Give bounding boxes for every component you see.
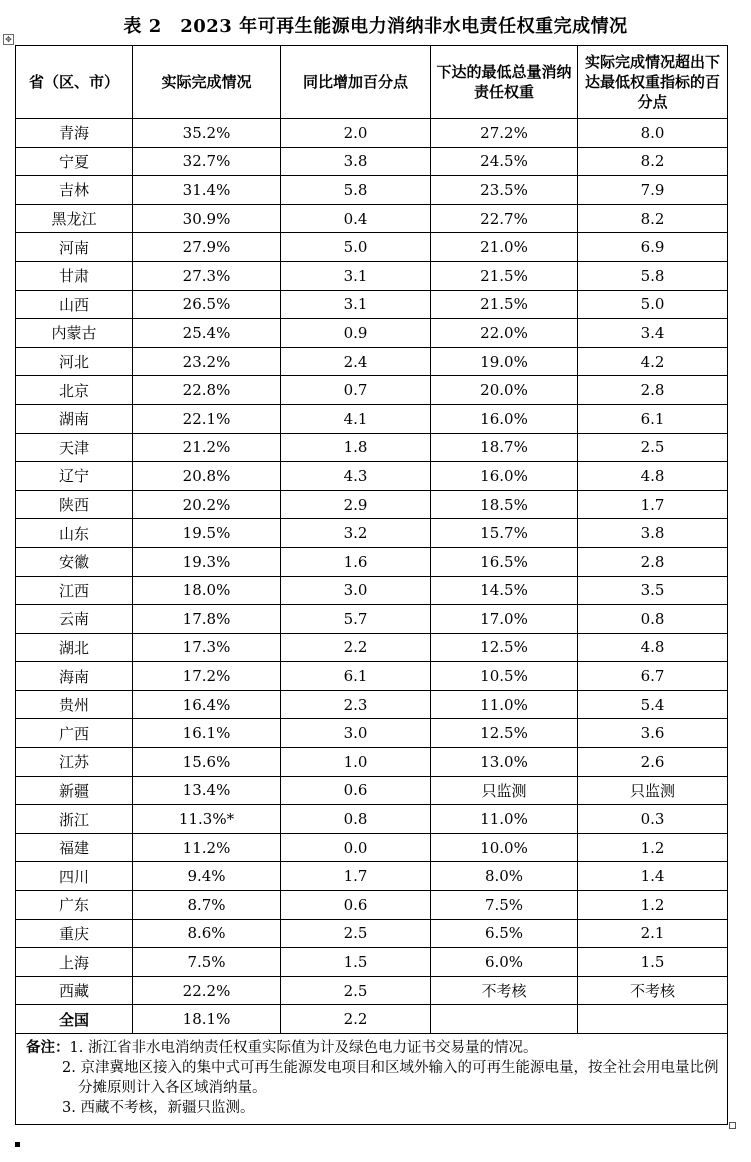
table-row [16,204,728,233]
cell-target: 17.0% [431,605,578,634]
cell-exceed: 2.6 [578,748,728,777]
cell-region: 上海 [16,948,133,977]
cell-region: 福建 [16,833,133,862]
cell-yoy: 0.7 [281,376,431,405]
cell-actual: 19.3% [133,547,281,576]
cell-yoy: 2.5 [281,976,431,1005]
cell-actual: 32.7% [133,147,281,176]
cell-exceed: 只监测 [578,776,728,805]
cell-yoy: 3.1 [281,261,431,290]
table-row [16,948,728,977]
cell-exceed: 0.3 [578,805,728,834]
cell-yoy: 4.1 [281,404,431,433]
table-row [16,719,728,748]
cell-yoy: 1.5 [281,948,431,977]
total-exceed [578,1005,728,1034]
cell-yoy: 0.4 [281,204,431,233]
cell-target: 24.5% [431,147,578,176]
cell-yoy: 3.1 [281,290,431,319]
table-row [16,776,728,805]
cell-actual: 11.2% [133,833,281,862]
note-item-2: 2. 京津冀地区接入的集中式可再生能源发电项目和区域外输入的可再生能源电量，按全社会用电量比例分摊原则计入各区域消纳量。 [62,1060,719,1096]
paragraph-end-marker [15,1142,20,1147]
cell-exceed: 5.4 [578,690,728,719]
cell-target: 6.5% [431,919,578,948]
cell-target: 11.0% [431,805,578,834]
cell-target: 不考核 [431,976,578,1005]
cell-target: 20.0% [431,376,578,405]
cell-yoy: 0.6 [281,891,431,920]
total-actual: 18.1% [133,1005,281,1034]
notes-cell [16,1034,728,1125]
cell-region: 甘肃 [16,261,133,290]
cell-actual: 30.9% [133,204,281,233]
cell-target: 21.5% [431,261,578,290]
table-row [16,690,728,719]
cell-target: 18.5% [431,490,578,519]
table-row [16,833,728,862]
table-row [16,233,728,262]
cell-yoy: 2.9 [281,490,431,519]
cell-target: 10.5% [431,662,578,691]
total-target [431,1005,578,1034]
cell-target: 12.5% [431,719,578,748]
cell-actual: 9.4% [133,862,281,891]
table-row [16,862,728,891]
cell-region: 河南 [16,233,133,262]
table-row [16,319,728,348]
cell-yoy: 2.2 [281,633,431,662]
cell-region: 西藏 [16,976,133,1005]
cell-actual: 23.2% [133,347,281,376]
table-body [16,119,728,1005]
cell-yoy: 1.6 [281,547,431,576]
table-row [16,176,728,205]
cell-exceed: 2.5 [578,433,728,462]
cell-yoy: 2.0 [281,119,431,148]
notes-row [16,1034,728,1125]
cell-region: 天津 [16,433,133,462]
cell-region: 湖北 [16,633,133,662]
cell-exceed: 2.8 [578,376,728,405]
cell-region: 安徽 [16,547,133,576]
cell-target: 16.0% [431,462,578,491]
cell-yoy: 6.1 [281,662,431,691]
cell-region: 重庆 [16,919,133,948]
cell-actual: 22.2% [133,976,281,1005]
cell-target: 21.5% [431,290,578,319]
cell-actual: 35.2% [133,119,281,148]
cell-actual: 13.4% [133,776,281,805]
cell-target: 15.7% [431,519,578,548]
cell-exceed: 2.1 [578,919,728,948]
table-row [16,519,728,548]
header-row [16,46,728,119]
table-row [16,490,728,519]
cell-region: 北京 [16,376,133,405]
header-target: 下达的最低总量消纳责任权重 [431,46,578,119]
cell-exceed: 6.9 [578,233,728,262]
note-item-1: 1. 浙江省非水电消纳责任权重实际值为计及绿色电力证书交易量的情况。 [69,1040,538,1056]
cell-target: 11.0% [431,690,578,719]
cell-actual: 11.3%* [133,805,281,834]
table-row [16,433,728,462]
cell-exceed: 4.2 [578,347,728,376]
cell-yoy: 3.0 [281,719,431,748]
cell-target: 14.5% [431,576,578,605]
cell-target: 6.0% [431,948,578,977]
cell-exceed: 8.2 [578,147,728,176]
cell-region: 江西 [16,576,133,605]
cell-yoy: 1.8 [281,433,431,462]
cell-yoy: 4.3 [281,462,431,491]
table-row [16,805,728,834]
consumption-table [15,45,728,1125]
cell-region: 海南 [16,662,133,691]
cell-yoy: 5.7 [281,605,431,634]
cell-actual: 8.6% [133,919,281,948]
cell-exceed: 1.5 [578,948,728,977]
total-label: 全国 [16,1005,133,1034]
table-resize-handle[interactable] [729,1122,736,1129]
cell-yoy: 1.7 [281,862,431,891]
cell-actual: 16.4% [133,690,281,719]
cell-exceed: 1.7 [578,490,728,519]
cell-target: 10.0% [431,833,578,862]
cell-actual: 22.8% [133,376,281,405]
cell-target: 7.5% [431,891,578,920]
header-exceed: 实际完成情况超出下达最低权重指标的百分点 [578,46,728,119]
cell-exceed: 0.8 [578,605,728,634]
cell-target: 21.0% [431,233,578,262]
cell-region: 青海 [16,119,133,148]
cell-region: 山西 [16,290,133,319]
cell-actual: 15.6% [133,748,281,777]
cell-actual: 21.2% [133,433,281,462]
table-row [16,547,728,576]
cell-target: 12.5% [431,633,578,662]
table-row [16,919,728,948]
cell-region: 湖南 [16,404,133,433]
cell-target: 8.0% [431,862,578,891]
table-row [16,891,728,920]
header-region: 省（区、市） [16,46,133,119]
cell-exceed: 3.4 [578,319,728,348]
cell-exceed: 5.0 [578,290,728,319]
cell-region: 宁夏 [16,147,133,176]
cell-exceed: 7.9 [578,176,728,205]
table-row [16,261,728,290]
table-row [16,376,728,405]
cell-exceed: 2.8 [578,547,728,576]
table-row [16,147,728,176]
cell-region: 贵州 [16,690,133,719]
cell-yoy: 5.8 [281,176,431,205]
total-row [16,1005,728,1034]
cell-actual: 27.9% [133,233,281,262]
cell-region: 广西 [16,719,133,748]
table-row [16,462,728,491]
table-row [16,347,728,376]
table-row [16,290,728,319]
cell-actual: 17.3% [133,633,281,662]
cell-target: 22.0% [431,319,578,348]
cell-region: 山东 [16,519,133,548]
cell-region: 陕西 [16,490,133,519]
cell-exceed: 5.8 [578,261,728,290]
cell-actual: 26.5% [133,290,281,319]
table-row [16,576,728,605]
cell-actual: 16.1% [133,719,281,748]
cell-target: 27.2% [431,119,578,148]
cell-yoy: 0.9 [281,319,431,348]
cell-region: 内蒙古 [16,319,133,348]
cell-yoy: 0.8 [281,805,431,834]
cell-target: 16.0% [431,404,578,433]
cell-region: 吉林 [16,176,133,205]
cell-exceed: 8.2 [578,204,728,233]
header-actual: 实际完成情况 [133,46,281,119]
cell-target: 13.0% [431,748,578,777]
cell-region: 浙江 [16,805,133,834]
cell-region: 辽宁 [16,462,133,491]
cell-actual: 31.4% [133,176,281,205]
cell-actual: 22.1% [133,404,281,433]
cell-exceed: 1.2 [578,891,728,920]
table-row [16,404,728,433]
cell-target: 只监测 [431,776,578,805]
cell-actual: 7.5% [133,948,281,977]
cell-target: 22.7% [431,204,578,233]
cell-exceed: 4.8 [578,633,728,662]
cell-target: 18.7% [431,433,578,462]
cell-exceed: 不考核 [578,976,728,1005]
cell-target: 19.0% [431,347,578,376]
cell-region: 河北 [16,347,133,376]
cell-yoy: 3.0 [281,576,431,605]
cell-yoy: 2.3 [281,690,431,719]
table-row [16,662,728,691]
notes-label: 备注： [26,1039,70,1056]
cell-yoy: 3.8 [281,147,431,176]
cell-exceed: 6.7 [578,662,728,691]
cell-region: 广东 [16,891,133,920]
cell-exceed: 4.8 [578,462,728,491]
cell-region: 四川 [16,862,133,891]
cell-yoy: 5.0 [281,233,431,262]
cell-yoy: 2.5 [281,919,431,948]
cell-yoy: 3.2 [281,519,431,548]
cell-actual: 8.7% [133,891,281,920]
cell-yoy: 0.0 [281,833,431,862]
note-item-3: 3. 西藏不考核，新疆只监测。 [62,1100,255,1116]
cell-region: 江苏 [16,748,133,777]
cell-target: 23.5% [431,176,578,205]
cell-exceed: 1.4 [578,862,728,891]
table-row [16,605,728,634]
cell-actual: 18.0% [133,576,281,605]
cell-actual: 25.4% [133,319,281,348]
cell-exceed: 1.2 [578,833,728,862]
cell-target: 16.5% [431,547,578,576]
table-row [16,119,728,148]
cell-actual: 17.2% [133,662,281,691]
cell-exceed: 8.0 [578,119,728,148]
cell-exceed: 6.1 [578,404,728,433]
table-row [16,633,728,662]
cell-region: 云南 [16,605,133,634]
cell-region: 黑龙江 [16,204,133,233]
cell-exceed: 3.5 [578,576,728,605]
cell-actual: 27.3% [133,261,281,290]
cell-region: 新疆 [16,776,133,805]
cell-yoy: 1.0 [281,748,431,777]
cell-actual: 20.8% [133,462,281,491]
cell-actual: 17.8% [133,605,281,634]
table-title: 表 2 2023 年可再生能源电力消纳非水电责任权重完成情况 [123,16,628,37]
table-move-handle-icon[interactable]: ✥ [3,34,14,45]
cell-exceed: 3.6 [578,719,728,748]
header-yoy: 同比增加百分点 [281,46,431,119]
total-yoy: 2.2 [281,1005,431,1034]
cell-exceed: 3.8 [578,519,728,548]
cell-yoy: 2.4 [281,347,431,376]
cell-yoy: 0.6 [281,776,431,805]
cell-actual: 20.2% [133,490,281,519]
table-row [16,976,728,1005]
table-row [16,748,728,777]
cell-actual: 19.5% [133,519,281,548]
